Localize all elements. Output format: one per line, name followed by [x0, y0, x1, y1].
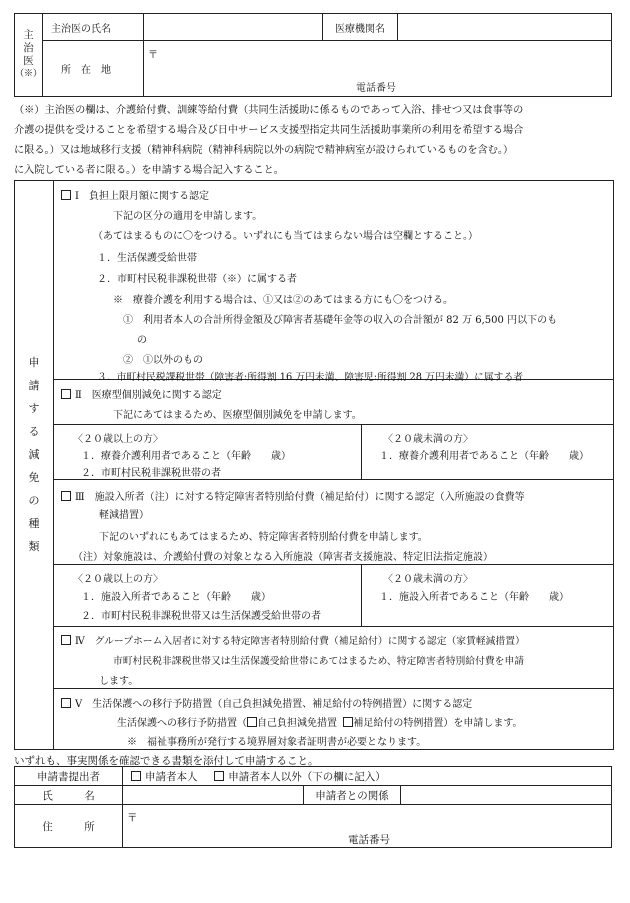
- section-5-checkbox[interactable]: [61, 698, 71, 708]
- section-5: Ⅴ 生活保護への移行予防措置（自己負担減免措置、補足給付の特例措置）に関する認定 生活保護への移行予防措置（ 自己負担減免措置 補足給付の特例措置）を申請します。 ※ 福祉事務所が発行する境界層対象者証明書が必要となります。: [53, 689, 613, 749]
- reduction-types-table: [14, 180, 614, 750]
- sec2-left-option-2[interactable]: ２．市町村民税非課税世帯の者: [81, 468, 221, 479]
- section-4-title: Ⅳ グループホーム入居者に対する特定障害者特別給付費（補足給付）に関する認定（家賃軽減措置）: [75, 636, 525, 647]
- opt-supplement-checkbox[interactable]: [343, 717, 353, 727]
- doctor-header: 主 治 医 （※）: [15, 14, 43, 97]
- postal-mark: 〒: [148, 50, 159, 61]
- doctor-address-label: 所 在 地: [43, 41, 144, 97]
- doctor-name-label: 主治医の氏名: [43, 14, 144, 41]
- section-3: Ⅲ 施設入所者（注）に対する特定障害者特別給付費（補足給付）に関する認定（入所施設の食費等 軽減措置） 下記のいずれにもあてはまるため、特定障害者特別給付費を申請します。 （注）対象施設は、介護給付費の対象となる入所施設（障害者支援施設、特定旧法指定施設） 〈２０歳以上の方〉 １．施設入所者であること（年齢 歳） ２．市町村民税非課税世帯又は生活保護受給世帯の者 〈２０歳未満の方〉 １．施設入所者であること（年齢 歳）: [53, 480, 613, 627]
- institution-field[interactable]: [398, 14, 612, 41]
- submitter-label: 申請書提出者: [15, 767, 123, 786]
- section-2-checkbox[interactable]: [61, 389, 71, 399]
- section-4: Ⅳ グループホーム入居者に対する特定障害者特別給付費（補足給付）に関する認定（家賃軽減措置） 市町村民税非課税世帯又は生活保護受給世帯にあてはまるため、特定障害者特別給付費を申請 します。: [53, 627, 613, 689]
- section-5-title: Ⅴ 生活保護への移行予防措置（自己負担減免措置、補足給付の特例措置）に関する認定: [75, 699, 473, 710]
- applicant-name-field[interactable]: [123, 786, 304, 805]
- section-1-checkbox[interactable]: [61, 190, 71, 200]
- applicant-address-label: 住 所: [15, 805, 123, 848]
- side-label-column: [15, 181, 54, 749]
- applicant-name-label: 氏 名: [15, 786, 123, 805]
- applicant-table: 申請書提出者 申請者本人 申請者本人以外（下の欄に記入） 氏 名 申請者との関係 住 所 〒 電話番号: [14, 766, 612, 848]
- section-2: Ⅱ 医療型個別減免に関する認定 下記にあてはまるため、医療型個別減免を申請します。 〈２０歳以上の方〉 １．療養介護利用者であること（年齢 歳） ２．市町村民税非課税世帯の者 〈２０歳未満の方〉 １．療養介護利用者であること（年齢 歳）: [53, 380, 613, 480]
- side-label: 申 請 す る 減 免 の 種 類: [28, 356, 40, 553]
- sec3-left-option-2[interactable]: ２．市町村民税非課税世帯又は生活保護受給世帯の者: [81, 611, 321, 622]
- relation-field[interactable]: [401, 786, 612, 805]
- section-1: Ⅰ 負担上限月額に関する認定 下記の区分の適用を申請します。 （あてはまるものに〇をつける。いずれにも当てはまらない場合は空欄とすること。） １．生活保護受給世帯 ２．市町村民税非課税世帯（※）に属する者 ※ 療養介護を利用する場合は、①又は②のあてはまる方にも〇をつける。 ① 利用者本人の合計所得金額及び障害者基礎年金等の収入の合計額が 82 万 6,500 円以下のも の ② ①以外のもの ３．市町村民税課税世帯（障害者:所得割 16 万円未満、障害児:所得割 28 万円未満）に属する者: [53, 181, 613, 380]
- option-other[interactable]: ② ①以外のもの: [123, 355, 203, 366]
- sec2-right-option-1[interactable]: １．療養介護利用者であること（年齢 歳）: [379, 451, 589, 462]
- section-4-checkbox[interactable]: [61, 635, 71, 645]
- relation-label: 申請者との関係: [304, 786, 401, 805]
- submitter-self-checkbox[interactable]: [131, 771, 141, 781]
- sec2-left-option-1[interactable]: １．療養介護利用者であること（年齢 歳）: [81, 451, 291, 462]
- option-nontaxable[interactable]: ２．市町村民税非課税世帯（※）に属する者: [97, 274, 297, 285]
- doctor-address-field[interactable]: [144, 41, 612, 97]
- applicant-postal-mark: 〒: [127, 812, 138, 824]
- sec3-left-option-1[interactable]: １．施設入所者であること（年齢 歳）: [81, 592, 271, 603]
- applicant-address-field[interactable]: [123, 805, 612, 848]
- section-3-title: Ⅲ 施設入所者（注）に対する特定障害者特別給付費（補足給付）に関する認定（入所施設の食費等: [75, 492, 525, 503]
- attachment-note: いずれも、事実関係を確認できる書類を添付して申請すること。: [14, 755, 319, 767]
- option-income-under[interactable]: ① 利用者本人の合計所得金額及び障害者基礎年金等の収入の合計額が 82 万 6,500 円以下のも: [123, 315, 558, 326]
- doctor-name-field[interactable]: [144, 14, 323, 41]
- institution-label: 医療機関名: [323, 14, 398, 41]
- option-taxable[interactable]: ３．市町村民税課税世帯（障害者:所得割 16 万円未満、障害児:所得割 28 万円未満）に属する者: [97, 372, 524, 383]
- doctor-phone-label: 電話番号: [356, 83, 397, 94]
- doctor-note: （※）主治医の欄は、介護給付費、訓練等給付費（共同生活援助に係るものであって入浴、排せつ又は食事等の 介護の提供を受けることを希望する場合及び日中サービス支援型指定共同生活援助事業所の利用を希望する場合 に限る。）又は地域移行支援（精神科病院（精神科病院以外の病院で精神病室が設けられているものを含む。） に入院している者に限る。）を申請する場合記入すること。: [14, 105, 524, 176]
- sec3-right-option-1[interactable]: １．施設入所者であること（年齢 歳）: [379, 592, 569, 603]
- doctor-table: [14, 13, 612, 97]
- opt-self-burden-checkbox[interactable]: [247, 717, 257, 727]
- option-welfare[interactable]: １．生活保護受給世帯: [97, 253, 197, 264]
- submitter-other-checkbox[interactable]: [214, 771, 224, 781]
- section-3-checkbox[interactable]: [61, 491, 71, 501]
- section-2-title: Ⅱ 医療型個別減免に関する認定: [75, 390, 222, 401]
- applicant-phone-label: 電話番号: [348, 834, 390, 846]
- section-1-title: Ⅰ 負担上限月額に関する認定: [75, 191, 209, 202]
